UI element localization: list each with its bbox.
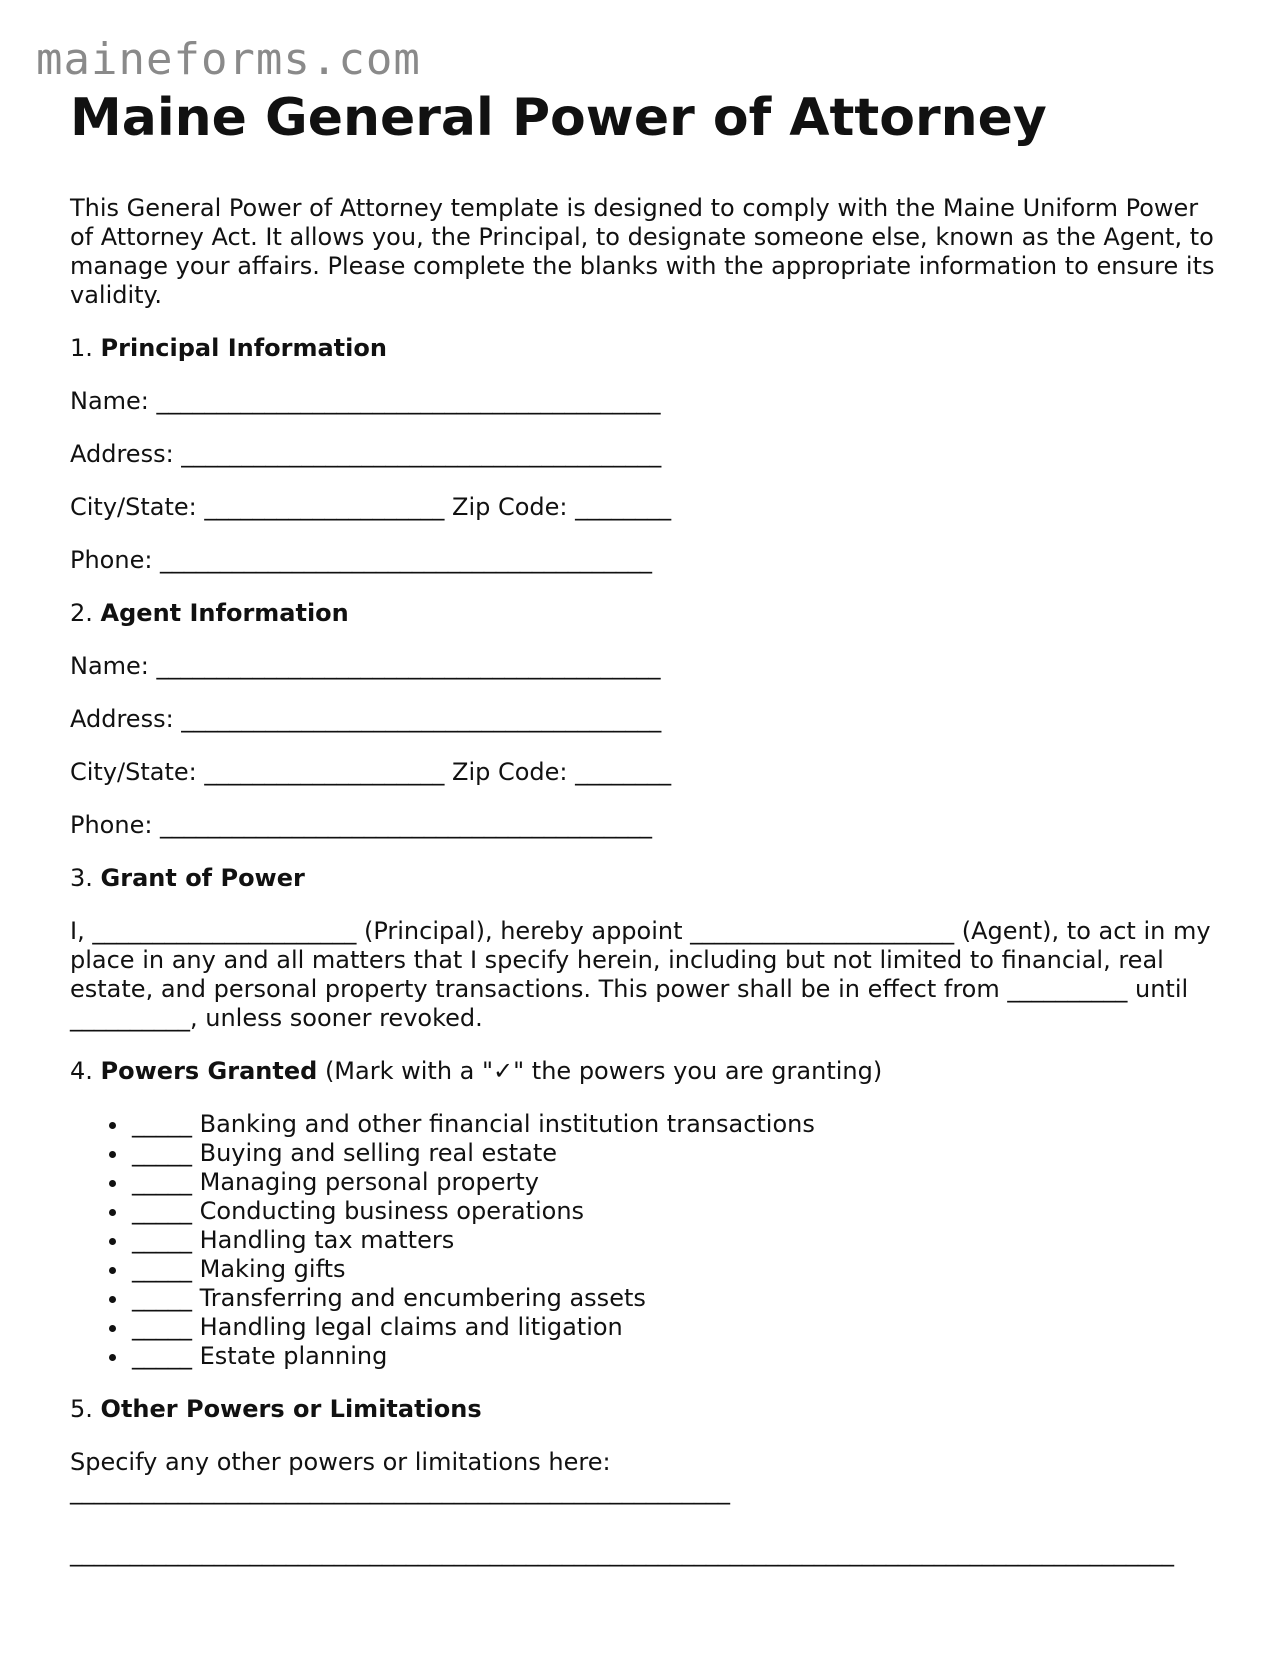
- agent-name-field[interactable]: Name: __________________________________________: [70, 652, 661, 680]
- section-number: 5.: [70, 1395, 93, 1423]
- principal-address-field[interactable]: Address: ________________________________________: [70, 440, 662, 468]
- power-item-banking[interactable]: • _____ Banking and other financial institution transactions: [130, 1110, 1220, 1139]
- document-page: [70, 88, 1220, 1568]
- powers-list: [70, 1110, 1220, 1371]
- section-powers-heading: [70, 1057, 1220, 1086]
- section-title: Other Powers or Limitations: [100, 1395, 482, 1423]
- section-title: Agent Information: [100, 599, 349, 627]
- section-number: 4.: [70, 1057, 93, 1085]
- power-item-real-estate[interactable]: • _____ Buying and selling real estate: [130, 1139, 1220, 1168]
- other-powers-prompt: Specify any other powers or limitations here:: [70, 1448, 611, 1476]
- principal-name-field[interactable]: Name: __________________________________________: [70, 387, 661, 415]
- page-title: Maine General Power of Attorney: [70, 88, 1047, 148]
- section-other-heading: [70, 1395, 1220, 1424]
- section-agent-heading: [70, 599, 1220, 628]
- power-item-assets[interactable]: • _____ Transferring and encumbering assets: [130, 1284, 1220, 1313]
- section-principal-heading: [70, 334, 1220, 363]
- intro-paragraph: This General Power of Attorney template is designed to comply with the Maine Uniform Power of Attorney Act. It allows you, the Principal, to designate someone else, known as the Agent, to manage your affairs. Please complete the blanks with the appropriate information to ensure its validity.: [70, 194, 1215, 309]
- other-powers-line-1[interactable]: _______________________________________________________: [70, 1477, 730, 1505]
- principal-phone-field[interactable]: Phone: _________________________________________: [70, 546, 653, 574]
- powers-note: (Mark with a "✓" the powers you are granting): [324, 1057, 883, 1085]
- agent-city-zip-field[interactable]: City/State: ____________________ Zip Code: ________: [70, 758, 672, 786]
- section-title: Principal Information: [100, 334, 387, 362]
- section-number: 3.: [70, 864, 93, 892]
- power-item-gifts[interactable]: • _____ Making gifts: [130, 1255, 1220, 1284]
- power-item-personal-property[interactable]: • _____ Managing personal property: [130, 1168, 1220, 1197]
- agent-phone-field[interactable]: Phone: _________________________________________: [70, 811, 653, 839]
- power-item-legal[interactable]: • _____ Handling legal claims and litigation: [130, 1313, 1220, 1342]
- power-item-business[interactable]: • _____ Conducting business operations: [130, 1197, 1220, 1226]
- power-item-tax[interactable]: • _____ Handling tax matters: [130, 1226, 1220, 1255]
- grant-paragraph[interactable]: I, ______________________ (Principal), hereby appoint ______________________ (Agent), to act in my place in any and all matters that I specify herein, including but not limited to financial, real estate, and personal property transactions. This power shall be in effect from __________ until __________, unless sooner revoked.: [70, 917, 1211, 1032]
- section-title: Grant of Power: [100, 864, 305, 892]
- section-number: 1.: [70, 334, 93, 362]
- power-item-estate[interactable]: • _____ Estate planning: [130, 1342, 1220, 1371]
- watermark: maineforms.com: [36, 34, 421, 85]
- other-powers-line-2[interactable]: ____________________________________________________________________________________________: [70, 1539, 1174, 1567]
- section-number: 2.: [70, 599, 93, 627]
- section-title: Powers Granted: [100, 1057, 318, 1085]
- section-grant-heading: [70, 864, 1220, 893]
- principal-city-zip-field[interactable]: City/State: ____________________ Zip Code: ________: [70, 493, 672, 521]
- agent-address-field[interactable]: Address: ________________________________________: [70, 705, 662, 733]
